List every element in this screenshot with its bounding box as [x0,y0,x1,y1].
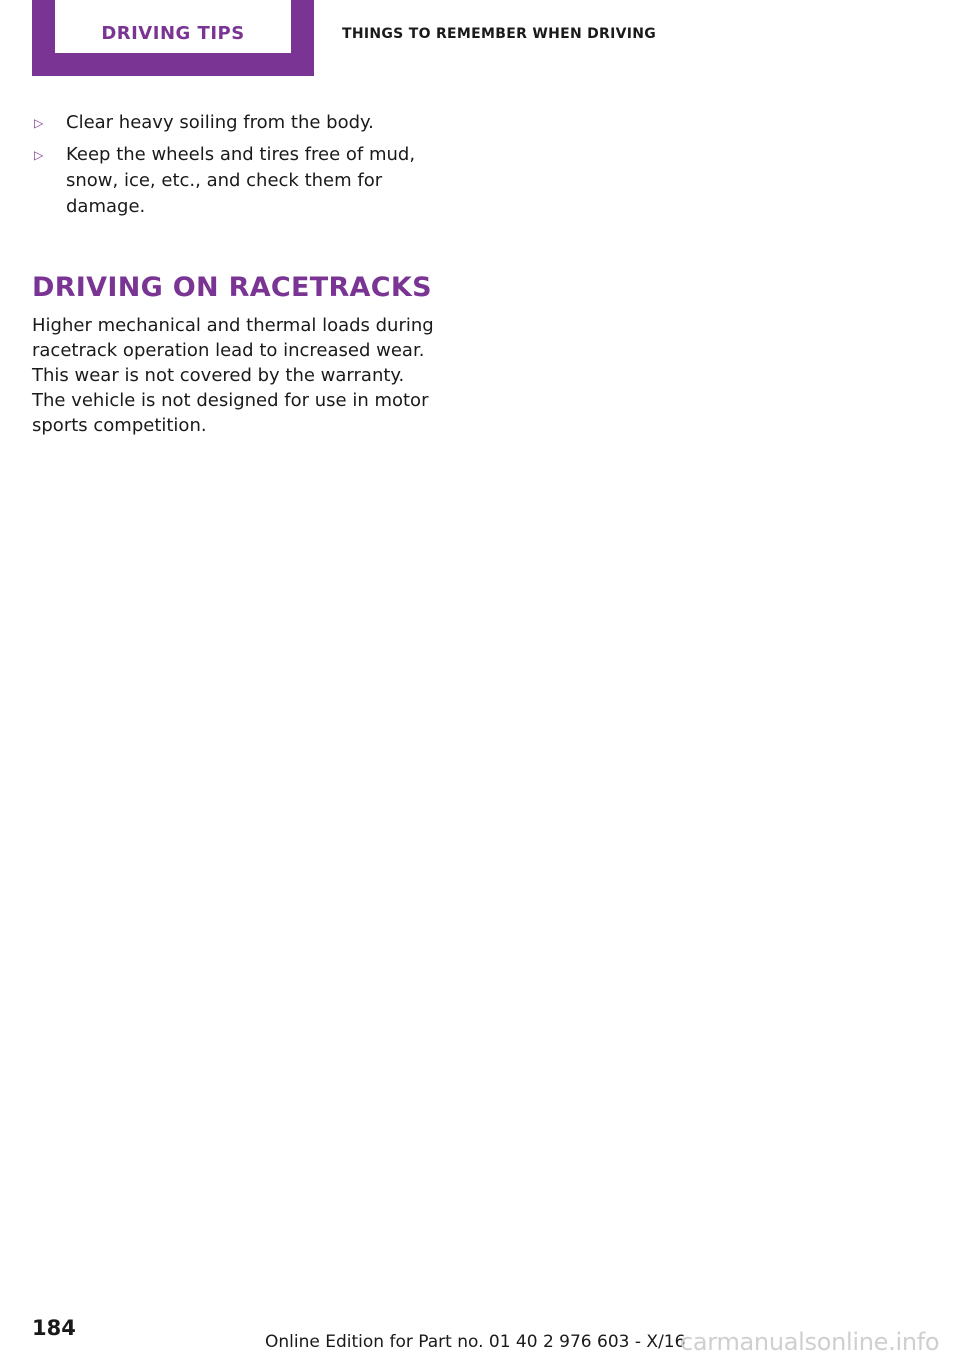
triangle-bullet-icon: ▷ [34,116,44,130]
triangle-bullet-icon: ▷ [34,148,44,162]
edition-footer: Online Edition for Part no. 01 40 2 976 603 - X/16 [265,1332,686,1352]
chapter-title: DRIVING TIPS [101,23,245,44]
page-number: 184 [32,1316,76,1340]
section-paragraph: Higher mechanical and thermal loads during racetrack operation lead to increased wear. This wear is not covered by the warranty. The vehicle is not designed for use in motor sports competition. [32,315,434,436]
section-heading: DRIVING ON RACETRACKS [32,272,432,303]
list-item [32,142,442,220]
bullet-list [32,110,442,220]
list-item-text: Clear heavy soiling from the body. [66,112,374,133]
chapter-tab [32,0,314,76]
list-item [32,110,442,136]
list-item-text: Keep the wheels and tires free of mud, snow, ice, etc., and check them for damage. [66,144,416,217]
page-content [32,110,442,438]
watermark: carmanualsonline.info [680,1328,940,1356]
chapter-tab-inner [55,0,291,53]
running-header: THINGS TO REMEMBER WHEN DRIVING [342,26,657,42]
